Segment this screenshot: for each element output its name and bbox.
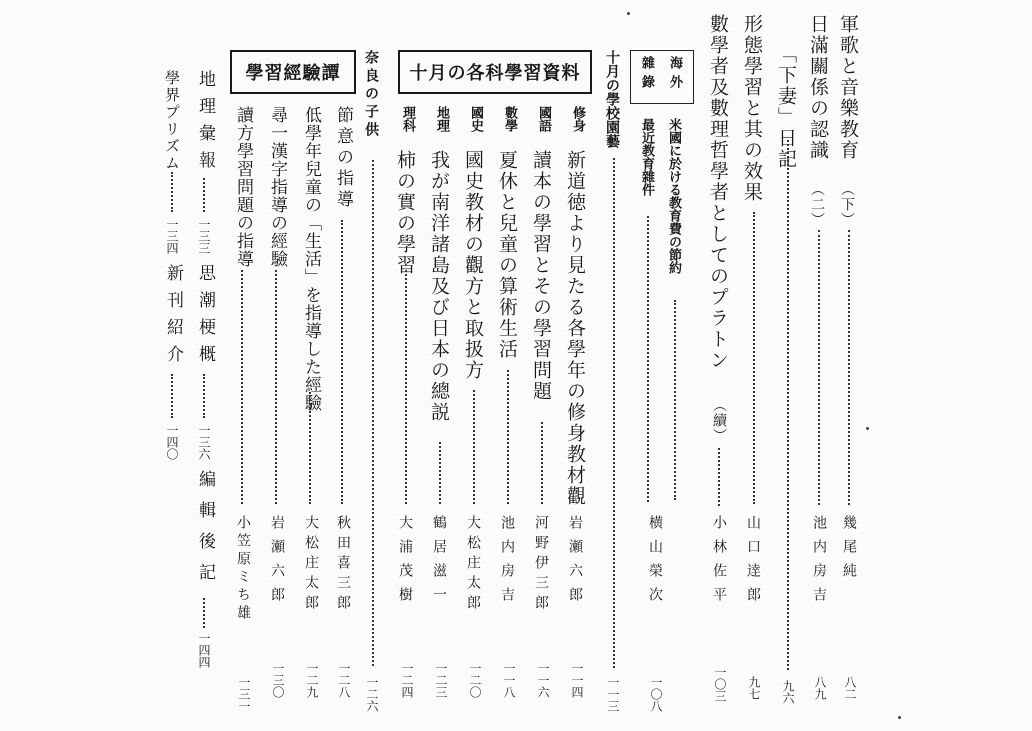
- entry-title: 「下妻」日記: [775, 44, 797, 170]
- leader-dots: [848, 230, 850, 505]
- leader-dots: [718, 448, 720, 506]
- row-title: 國史教材の觀方と取扱方: [462, 150, 484, 381]
- entry-author: 幾尾純: [841, 515, 857, 587]
- gakushu-page: 一三〇: [271, 662, 285, 698]
- leader-dots: [405, 270, 407, 504]
- entry-page: 八二: [843, 676, 857, 700]
- kaigai-item: 米國に於ける教育費の節約: [666, 118, 681, 274]
- leader-dots: [203, 178, 205, 212]
- misc-page: 一三四: [165, 218, 179, 254]
- kaigai-header: 海外: [667, 56, 682, 94]
- october-garden-header: 十月の學校園藝: [604, 50, 620, 148]
- entry-page: 八九: [813, 676, 827, 700]
- row-title: 新道徳より見たる各學年の修身教材觀: [564, 150, 586, 507]
- entry-title: 數學者及數理哲學者としてのプラトン: [707, 14, 729, 371]
- row-page: 一二〇: [468, 662, 482, 698]
- entry-suffix: （二）: [809, 182, 825, 227]
- kaigai-item: 最近教育雜件: [639, 118, 654, 196]
- leader-dots: [439, 442, 441, 504]
- misc-title: 學界プリズム: [163, 70, 181, 172]
- leader-dots: [341, 220, 343, 504]
- entry-page: 九六: [781, 680, 795, 704]
- entry-author: 池内房吉: [811, 515, 827, 611]
- leader-dots: [753, 212, 755, 504]
- gakushu-page: 一三一: [237, 676, 251, 712]
- october-garden-page: 一一三: [606, 676, 620, 712]
- entry-title: 形態學習と其の效果: [741, 14, 763, 203]
- nara-page: 一二六: [365, 676, 379, 712]
- leader-dots: [203, 598, 205, 628]
- gakushu-title: 讀方學習問題の指導: [233, 106, 253, 268]
- leader-dots: [275, 270, 277, 504]
- print-mark: [627, 12, 630, 15]
- subject-label: 地理: [434, 106, 449, 132]
- leader-dots: [309, 392, 311, 504]
- leader-dots: [372, 160, 374, 666]
- gakushu-title: 低學年兒童の「生活」を指導した經驗: [301, 106, 321, 412]
- row-author: 岩瀬六郎: [567, 515, 583, 611]
- gakushu-author: 大松庄太郎: [303, 515, 319, 615]
- gakushu-banner: 學習經驗譚: [230, 50, 356, 94]
- leader-dots: [507, 370, 509, 504]
- row-page: 一一六: [536, 662, 550, 698]
- leader-dots: [541, 422, 543, 504]
- misc-page: 一四〇: [165, 424, 179, 460]
- row-page: 一一八: [502, 662, 516, 698]
- leader-dots: [818, 230, 820, 505]
- leader-dots: [473, 390, 475, 504]
- leader-dots: [674, 300, 676, 500]
- leader-dots: [203, 374, 205, 418]
- entry-suffix: （續）: [711, 398, 727, 443]
- leader-dots: [787, 140, 789, 670]
- leader-dots: [613, 158, 615, 668]
- row-author: 池内房吉: [499, 515, 515, 611]
- row-title: 我が南洋諸島及び日本の總説: [428, 150, 450, 423]
- row-title: 讀本の學習とその學習問題: [530, 150, 552, 402]
- misc-page: 一三六: [197, 424, 211, 460]
- misc-page: 一三三: [197, 218, 211, 254]
- row-page: 一二三: [434, 662, 448, 698]
- nara-title: 奈良の子供: [363, 50, 379, 140]
- print-mark: [898, 716, 901, 719]
- row-page: 一二四: [400, 662, 414, 698]
- kaigai-author: 横山榮次: [647, 515, 663, 611]
- october-banner: 十月の各科學習資料: [398, 50, 592, 94]
- gakushu-title: 尋一漢字指導の經驗: [267, 106, 287, 268]
- row-title: 夏休と兒童の算術生活: [496, 150, 518, 360]
- leader-dots: [241, 270, 243, 504]
- leader-dots: [171, 374, 173, 418]
- entry-suffix: （下）: [839, 182, 855, 227]
- gakushu-author: 岩瀬六郎: [269, 515, 285, 611]
- print-mark: [866, 427, 869, 430]
- row-author: 鶴居滋一: [431, 515, 447, 611]
- entry-page: 一〇三: [713, 666, 727, 702]
- misc-title: 新刊紹介: [163, 264, 183, 372]
- subject-label: 國語: [536, 106, 551, 132]
- row-author: 河野伊三郎: [533, 515, 549, 615]
- entry-title: 日滿關係の認識: [807, 14, 829, 161]
- subject-label: 理科: [400, 106, 415, 132]
- kaigai-header-2: 雜錄: [639, 56, 654, 94]
- misc-title: 編輯後記: [195, 470, 215, 594]
- entry-author: 小林佐平: [711, 515, 727, 611]
- row-author: 大浦茂樹: [397, 515, 413, 611]
- gakushu-page: 一二八: [337, 662, 351, 698]
- gakushu-author: 秋田喜三郎: [335, 515, 351, 615]
- subject-label: 數學: [502, 106, 517, 132]
- entry-page: 九七: [747, 676, 761, 700]
- gakushu-author: 小笠原ミち雄: [235, 515, 251, 623]
- kaigai-page: 一〇八: [649, 676, 663, 712]
- subject-label: 修身: [570, 106, 585, 132]
- leader-dots: [171, 172, 173, 212]
- gakushu-title: 節意の指導: [333, 106, 353, 211]
- row-title: 柿の實の學習: [394, 150, 416, 276]
- subject-label: 國史: [468, 106, 483, 132]
- misc-title: 思潮梗概: [195, 264, 215, 372]
- leader-dots: [647, 216, 649, 502]
- misc-page: 一四四: [197, 632, 211, 668]
- row-page: 一一四: [570, 662, 584, 698]
- row-author: 大松庄太郎: [465, 515, 481, 615]
- misc-title: 地理彙報: [195, 70, 215, 178]
- gakushu-page: 一二九: [305, 662, 319, 698]
- entry-author: 山口逹郎: [745, 515, 761, 611]
- entry-title: 軍歌と音樂教育: [837, 14, 859, 161]
